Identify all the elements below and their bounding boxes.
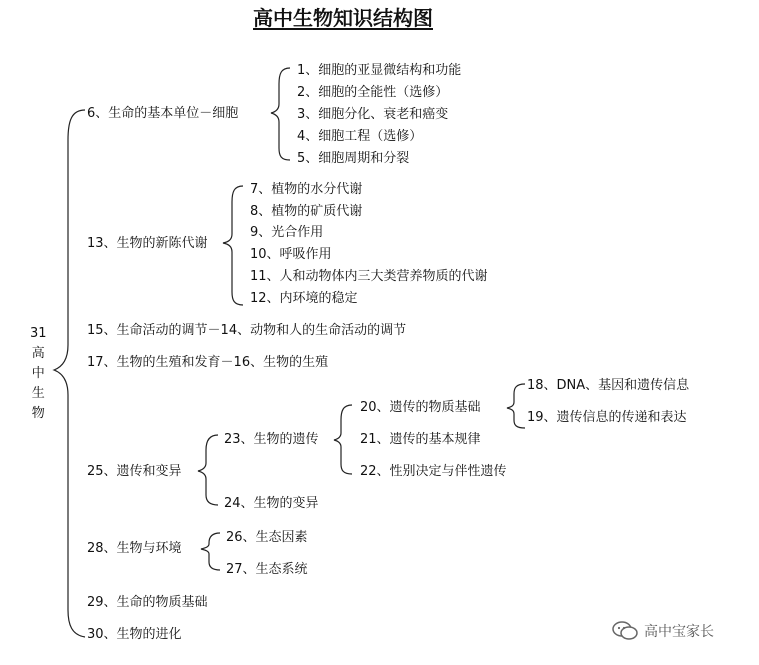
brace-metabolism	[223, 186, 243, 305]
node-environment: 28、生物与环境	[87, 541, 182, 556]
root-char: 高	[31, 346, 45, 361]
brace-cell	[271, 68, 290, 160]
root-char: 中	[31, 366, 45, 381]
node-reproduction: 17、生物的生殖和发育－16、生物的生殖	[87, 355, 329, 370]
node-regulation: 15、生命活动的调节－14、动物和人的生命活动的调节	[87, 323, 407, 338]
leaf-node: 2、细胞的全能性（选修）	[297, 85, 449, 100]
leaf-node: 1、细胞的亚显微结构和功能	[297, 63, 462, 78]
leaf-node: 5、细胞周期和分裂	[297, 151, 410, 166]
leaf-node: 19、遗传信息的传递和表达	[527, 410, 687, 425]
leaf-node: 7、植物的水分代谢	[250, 182, 363, 197]
leaf-node: 24、生物的变异	[224, 496, 319, 511]
node-material-basis-of-life: 29、生命的物质基础	[87, 595, 208, 610]
leaf-node: 10、呼吸作用	[250, 247, 332, 262]
wechat-bubble-icon	[612, 620, 638, 642]
leaf-node: 8、植物的矿质代谢	[250, 204, 363, 219]
node-metabolism: 13、生物的新陈代谢	[87, 236, 208, 251]
node-heredity-variation: 25、遗传和变异	[87, 464, 182, 479]
leaf-node: 18、DNA、基因和遗传信息	[527, 378, 690, 393]
root-char: 物	[31, 406, 45, 421]
root-node	[30, 324, 47, 424]
node-cell: 6、生命的基本单位－细胞	[87, 106, 239, 121]
brace-environment	[201, 533, 220, 570]
node-material-basis: 20、遗传的物质基础	[360, 400, 481, 415]
leaf-node: 26、生态因素	[226, 530, 308, 545]
watermark-text: 高中宝家长	[644, 624, 714, 640]
page-title: 高中生物知识结构图	[253, 6, 433, 30]
leaf-node: 3、细胞分化、衰老和癌变	[297, 107, 449, 122]
watermark	[612, 620, 714, 642]
root-char: 生	[31, 386, 45, 401]
node-heredity: 23、生物的遗传	[224, 432, 319, 447]
leaf-node: 4、细胞工程（选修）	[297, 129, 423, 144]
leaf-node: 12、内环境的稳定	[250, 291, 358, 306]
brace-material-basis	[507, 384, 525, 428]
leaf-node: 9、光合作用	[250, 225, 324, 240]
main-brace	[54, 110, 85, 637]
node-evolution: 30、生物的进化	[87, 627, 182, 642]
leaf-node: 27、生态系统	[226, 562, 308, 577]
root-number: 31	[30, 326, 47, 341]
leaf-node: 11、人和动物体内三大类营养物质的代谢	[250, 269, 488, 284]
leaf-node: 21、遗传的基本规律	[360, 432, 481, 447]
brace-heredity-variation	[198, 435, 218, 505]
brace-heredity	[334, 405, 352, 474]
leaf-node: 22、性别决定与伴性遗传	[360, 464, 507, 479]
